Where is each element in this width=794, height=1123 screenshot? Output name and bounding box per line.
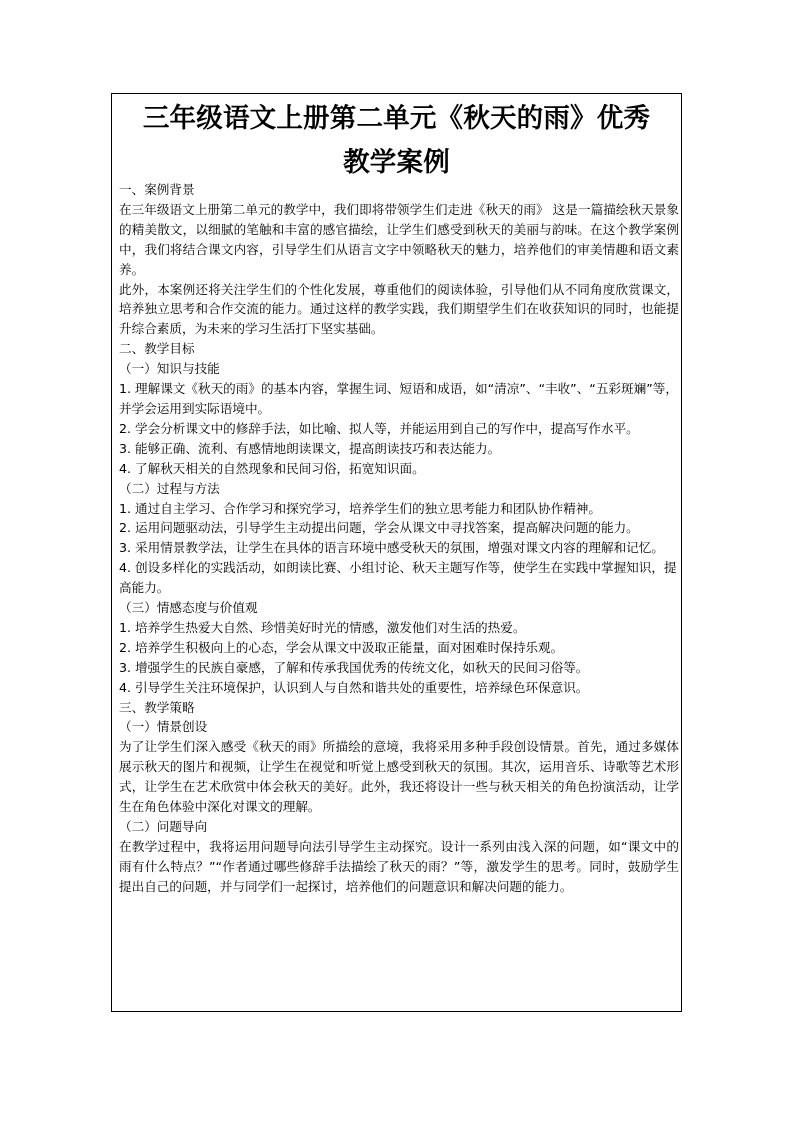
- title-line-2: 教学案例: [343, 147, 450, 178]
- paragraph: 在教学过程中，我将运用问题导向法引导学生主动探究。设计一系列由浅入深的问题，如“课文中的雨有什么特点？”“作者通过哪些修辞手法描绘了秋天的雨？”等，激发学生的思考。同时，鼓励学生提出自己的问题，并与同学们一起探讨，培养他们的问题意识和解决问题的能力。: [119, 838, 679, 894]
- list-item: 4. 创设多样化的实践活动，如朗读比赛、小组讨论、秋天主题写作等，使学生在实践中掌握知识，提高能力。: [119, 560, 677, 596]
- list-item: 3. 增强学生的民族自豪感，了解和传承我国优秀的传统文化，如秋天的民间习俗等。: [119, 659, 589, 675]
- list-item: 2. 培养学生积极向上的心态，学会从课文中汲取正能量，面对困难时保持乐观。: [119, 639, 564, 655]
- list-item: 4. 引导学生关注环境保护，认识到人与自然和谐共处的重要性，培养绿色环保意识。: [119, 679, 589, 695]
- document-body: [119, 180, 679, 897]
- subsection-heading: （一）情景创设: [119, 719, 208, 735]
- list-item: 4. 了解秋天相关的自然现象和民间习俗，拓宽知识面。: [119, 460, 425, 476]
- list-item: 3. 能够正确、流利、有感情地朗读课文，提高朗读技巧和表达能力。: [119, 440, 501, 456]
- subsection-heading: （二）问题导向: [119, 819, 208, 834]
- list-item: 1. 理解课文《秋天的雨》的基本内容，掌握生词、短语和成语，如“清凉”、“丰收”、“五彩斑斓”等，并学会运用到实际语境中。: [119, 381, 678, 416]
- paragraph: 为了让学生们深入感受《秋天的雨》所描绘的意境，我将采用多种手段创设情景。首先，通过多媒体展示秋天的图片和视频，让学生在视觉和听觉上感受到秋天的氛围。其次，运用音乐、诗歌等艺术形式，让学生在艺术欣赏中体会秋天的美好。此外，我还将设计一些与秋天相关的角色扮演活动，让学生在角色体验中深化对课文的理解。: [119, 739, 679, 815]
- list-item: 2. 运用问题驱动法，引导学生主动提出问题，学会从课文中寻找答案，提高解决问题的能力。: [119, 520, 639, 536]
- subsection-heading: （一）知识与技能: [119, 361, 220, 377]
- section-heading: 二、教学目标: [119, 341, 195, 357]
- section-heading: 三、教学策略: [119, 699, 195, 715]
- document-frame: [111, 93, 682, 1012]
- section-heading: 一、案例背景: [119, 182, 195, 197]
- document-title: [112, 97, 681, 185]
- paragraph: 此外，本案例还将关注学生们的个性化发展，尊重他们的阅读体验，引导他们从不同角度欣赏课文，培养独立思考和合作交流的能力。通过这样的教学实践，我们期望学生们在收获知识的同时，也能提升综合素质，为未来的学习生活打下坚实基础。: [119, 281, 679, 337]
- list-item: 3. 采用情景教学法，让学生在具体的语言环境中感受秋天的氛围，增强对课文内容的理解和记忆。: [119, 540, 664, 556]
- list-item: 1. 通过自主学习、合作学习和探究学习，培养学生们的独立思考能力和团队协作精神。: [119, 500, 601, 516]
- list-item: 2. 学会分析课文中的修辞手法，如比喻、拟人等，并能运用到自己的写作中，提高写作水平。: [119, 420, 639, 436]
- subsection-heading: （二）过程与方法: [119, 480, 220, 496]
- title-line-1: 三年级语文上册第二单元《秋天的雨》优秀: [142, 103, 651, 134]
- subsection-heading: （三）情感态度与价值观: [119, 600, 258, 616]
- list-item: 1. 培养学生热爱大自然、珍惜美好时光的情感，激发他们对生活的热爱。: [119, 619, 526, 635]
- paragraph: 在三年级语文上册第二单元的教学中，我们即将带领学生们走进《秋天的雨》 这是一篇描绘秋天景象的精美散文，以细腻的笔触和丰富的感官描绘，让学生们感受到秋天的美丽与韵味。在这个教学案例中，我们将结合课文内容，引导学生们从语言文字中领略秋天的魅力，培养他们的审美情趣和语文素养。: [119, 201, 679, 277]
